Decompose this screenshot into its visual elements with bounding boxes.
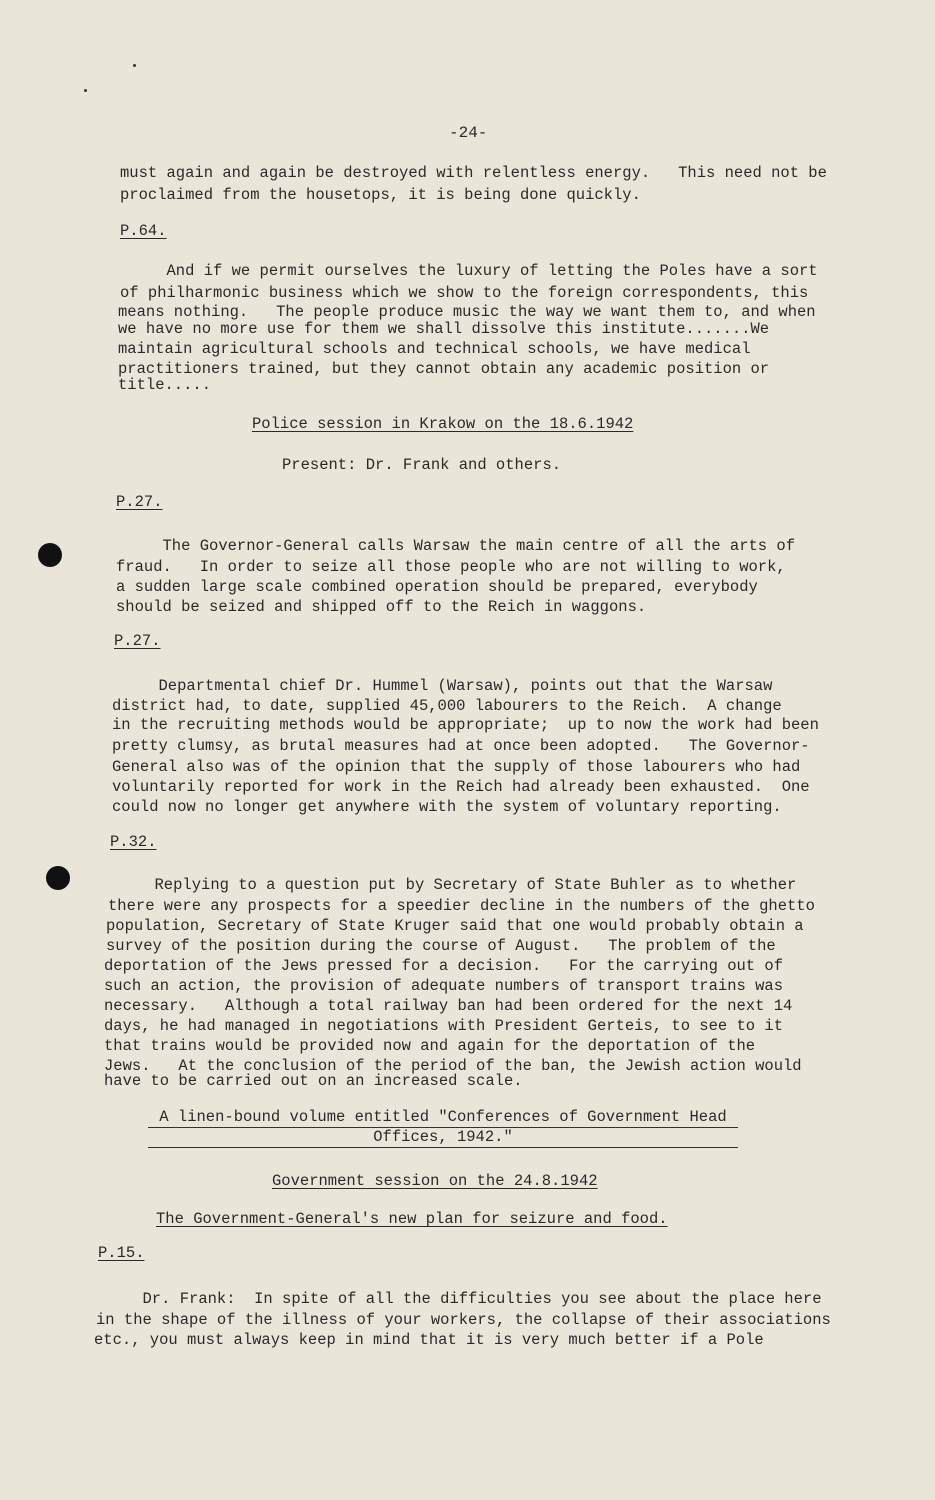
text-line: district had, to date, supplied 45,000 labourers to the Reich. A change (112, 697, 782, 715)
text-line: survey of the position during the course of August. The problem of the (106, 937, 776, 955)
text-line: fraud. In order to seize all those people who are not willing to work, (116, 558, 786, 576)
text-line: maintain agricultural schools and technical schools, we have medical (118, 340, 751, 358)
section-heading: The Government-General's new plan for seizure and food. (156, 1210, 668, 1228)
volume-title (148, 1108, 738, 1148)
section-heading: Police session in Krakow on the 18.6.1942 (252, 415, 634, 433)
page-reference: P.64. (120, 222, 167, 240)
text-line: title..... (118, 376, 212, 394)
speck-mark (84, 89, 87, 92)
punch-hole-mark (38, 543, 62, 567)
text-line: we have no more use for them we shall dissolve this institute.......We (118, 320, 770, 338)
text-line: Jews. At the conclusion of the period of the ban, the Jewish action would (104, 1057, 802, 1075)
text-line: days, he had managed in negotiations with President Gerteis, to see to it (104, 1017, 784, 1035)
text-line: voluntarily reported for work in the Reich had already been exhausted. One (112, 778, 810, 796)
punch-hole-mark (46, 866, 70, 890)
volume-title-line: A linen-bound volume entitled "Conferences of Government Head (148, 1108, 738, 1128)
text-line: such an action, the provision of adequate numbers of transport trains was (104, 977, 784, 995)
text-line: must again and again be destroyed with relentless energy. This need not be (120, 164, 827, 182)
text-line: a sudden large scale combined operation should be prepared, everybody (116, 578, 758, 596)
text-line: General also was of the opinion that the supply of those labourers who had (112, 758, 801, 776)
text-line: practitioners trained, but they cannot obtain any academic position or (118, 360, 770, 378)
page-reference: P.32. (110, 833, 157, 851)
text-line: pretty clumsy, as brutal measures had at once been adopted. The Governor- (112, 737, 810, 755)
text-line: And if we permit ourselves the luxury of letting the Poles have a sort (120, 262, 818, 280)
speck-mark (133, 64, 136, 67)
text-line: etc., you must always keep in mind that it is very much better if a Pole (94, 1331, 764, 1349)
text-line: have to be carried out on an increased scale. (104, 1072, 523, 1090)
volume-title-line: Offices, 1942." (148, 1128, 738, 1148)
text-line: Replying to a question put by Secretary of State Buhler as to whether (108, 876, 797, 894)
page-reference: P.27. (114, 632, 161, 650)
page-reference: P.27. (116, 493, 163, 511)
text-line: there were any prospects for a speedier decline in the numbers of the ghetto (108, 897, 815, 915)
text-line: should be seized and shipped off to the Reich in waggons. (116, 598, 647, 616)
text-line: necessary. Although a total railway ban had been ordered for the next 14 (104, 997, 793, 1015)
text-line: could now no longer get anywhere with the system of voluntary reporting. (112, 798, 782, 816)
section-heading: Government session on the 24.8.1942 (272, 1172, 598, 1190)
text-line: The Governor-General calls Warsaw the main centre of all the arts of (116, 537, 796, 555)
page-number: -24- (449, 124, 488, 142)
text-line: Departmental chief Dr. Hummel (Warsaw), points out that the Warsaw (112, 677, 773, 695)
text-line: Dr. Frank: In spite of all the difficulties you see about the place here (96, 1290, 822, 1308)
page-reference: P.15. (98, 1244, 145, 1262)
text-line: population, Secretary of State Kruger said that one would probably obtain a (106, 917, 804, 935)
text-line: in the recruiting methods would be appropriate; up to now the work had been (112, 716, 819, 734)
text-line: of philharmonic business which we show to the foreign correspondents, this (120, 284, 809, 302)
text-line: that trains would be provided now and again for the deportation of the (104, 1037, 756, 1055)
text-line: means nothing. The people produce music the way we want them to, and when (118, 303, 816, 321)
text-line: deportation of the Jews pressed for a decision. For the carrying out of (104, 957, 784, 975)
attendance-line: Present: Dr. Frank and others. (282, 456, 562, 474)
text-line: in the shape of the illness of your workers, the collapse of their associations (96, 1311, 831, 1329)
text-line: proclaimed from the housetops, it is being done quickly. (120, 186, 641, 204)
